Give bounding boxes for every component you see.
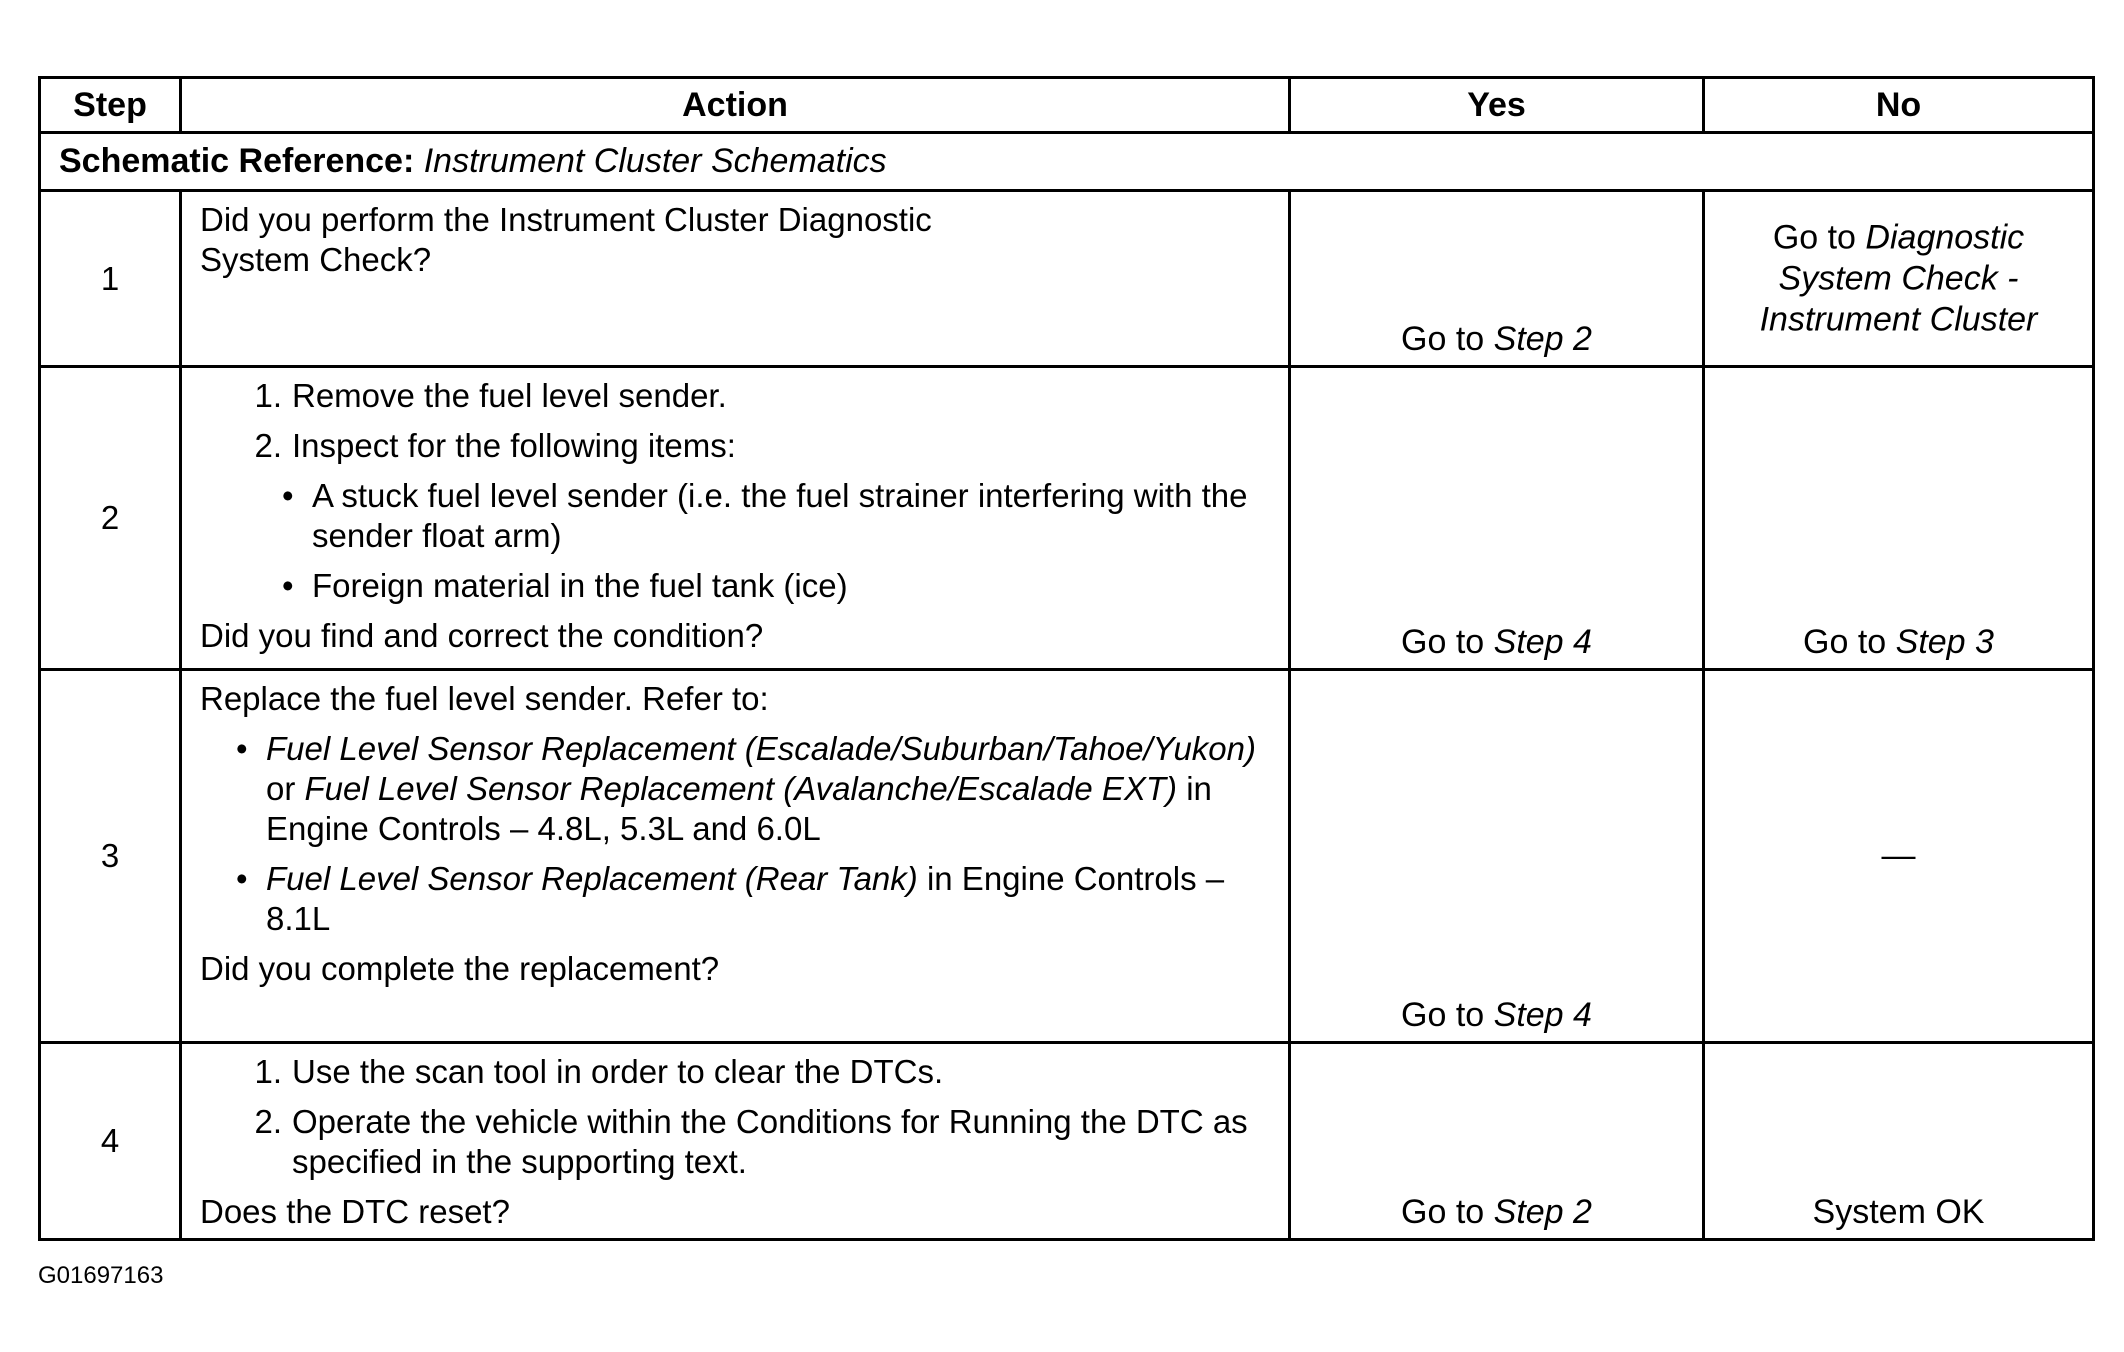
action-cell: [181, 670, 1290, 1043]
step-number: 3: [40, 670, 181, 1043]
bullet-item: • Fuel Level Sensor Replacement (Escalade/Suburban/Tahoe/Yukon) or Fuel Level Sensor Replacement (Avalanche/Escalade EXT) in Engine Controls – 4.8L, 5.3L and 6.0L: [236, 730, 1256, 847]
table-header-row: [40, 78, 2094, 133]
action-text: Replace the fuel level sender. Refer to:: [200, 680, 769, 717]
list-item: 1. Use the scan tool in order to clear the DTCs.: [254, 1053, 944, 1090]
yes-link[interactable]: Step 4: [1493, 996, 1592, 1034]
list-item: 2. Inspect for the following items:: [254, 427, 736, 464]
bullet-item: • Foreign material in the fuel tank (ice): [282, 567, 848, 604]
schematic-link[interactable]: Instrument Cluster Schematics: [423, 142, 887, 180]
no-link[interactable]: Instrument Cluster: [1759, 300, 2038, 338]
question-text: Did you find and correct the condition?: [200, 617, 764, 654]
yes-prefix: Go to: [1401, 320, 1494, 358]
schematic-row: [40, 133, 2094, 191]
header-no: No: [1704, 78, 2094, 133]
no-prefix: Go to: [1772, 218, 1866, 256]
action-text: System Check?: [200, 241, 432, 278]
no-cell: [1704, 1043, 2094, 1240]
table-row: [40, 191, 2094, 367]
diagnostic-table: [38, 76, 2095, 1241]
bullet-item: • A stuck fuel level sender (i.e. the fuel strainer interfering with the sender float arm): [282, 477, 1248, 554]
header-action: Action: [181, 78, 1290, 133]
yes-link[interactable]: Step 4: [1493, 623, 1592, 661]
table-row: [40, 367, 2094, 670]
schematic-reference: [40, 133, 2094, 191]
list-item: 2. Operate the vehicle within the Conditions for Running the DTC as specified in the supporting text.: [254, 1103, 1248, 1180]
no-cell: Go to Step 3: [1704, 367, 2094, 670]
action-cell: [181, 367, 1290, 670]
step-number: 1: [40, 191, 181, 367]
action-cell: [181, 191, 1290, 367]
list-item: 1. Remove the fuel level sender.: [254, 377, 727, 414]
yes-cell: Go to Step 2: [1290, 1043, 1704, 1240]
header-yes: Yes: [1290, 78, 1704, 133]
no-cell: [1704, 670, 2094, 1043]
yes-link[interactable]: Step 2: [1493, 1193, 1592, 1231]
yes-cell: Go to Step 4: [1290, 670, 1704, 1043]
step-number: 2: [40, 367, 181, 670]
reference-link[interactable]: Fuel Level Sensor Replacement (Avalanche/Escalade EXT): [304, 770, 1178, 807]
no-cell: [1704, 191, 2094, 367]
no-link[interactable]: Step 3: [1895, 623, 1994, 661]
header-step: Step: [40, 78, 181, 133]
reference-link[interactable]: Fuel Level Sensor Replacement (Escalade/Suburban/Tahoe/Yukon): [266, 730, 1256, 767]
yes-cell: Go to Step 4: [1290, 367, 1704, 670]
reference-link[interactable]: Fuel Level Sensor Replacement (Rear Tank): [266, 860, 918, 897]
step-number: 4: [40, 1043, 181, 1240]
bullet-item: • Fuel Level Sensor Replacement (Rear Tank) in Engine Controls – 8.1L: [236, 860, 1225, 937]
question-text: Did you complete the replacement?: [200, 950, 720, 987]
no-link[interactable]: Diagnostic: [1865, 218, 2025, 256]
question-text: Does the DTC reset?: [200, 1193, 510, 1230]
figure-id: G01697163: [38, 1262, 164, 1289]
action-cell: [181, 1043, 1290, 1240]
no-link[interactable]: System Check -: [1778, 259, 2019, 297]
action-text: Did you perform the Instrument Cluster Diagnostic: [200, 201, 932, 238]
table-row: [40, 670, 2094, 1043]
table-row: [40, 1043, 2094, 1240]
yes-link[interactable]: Step 2: [1493, 320, 1592, 358]
no-dash: —: [1881, 836, 1916, 875]
system-ok-text: System OK: [1812, 1193, 1985, 1231]
schematic-label: Schematic Reference:: [59, 142, 415, 180]
yes-cell: [1290, 191, 1704, 367]
